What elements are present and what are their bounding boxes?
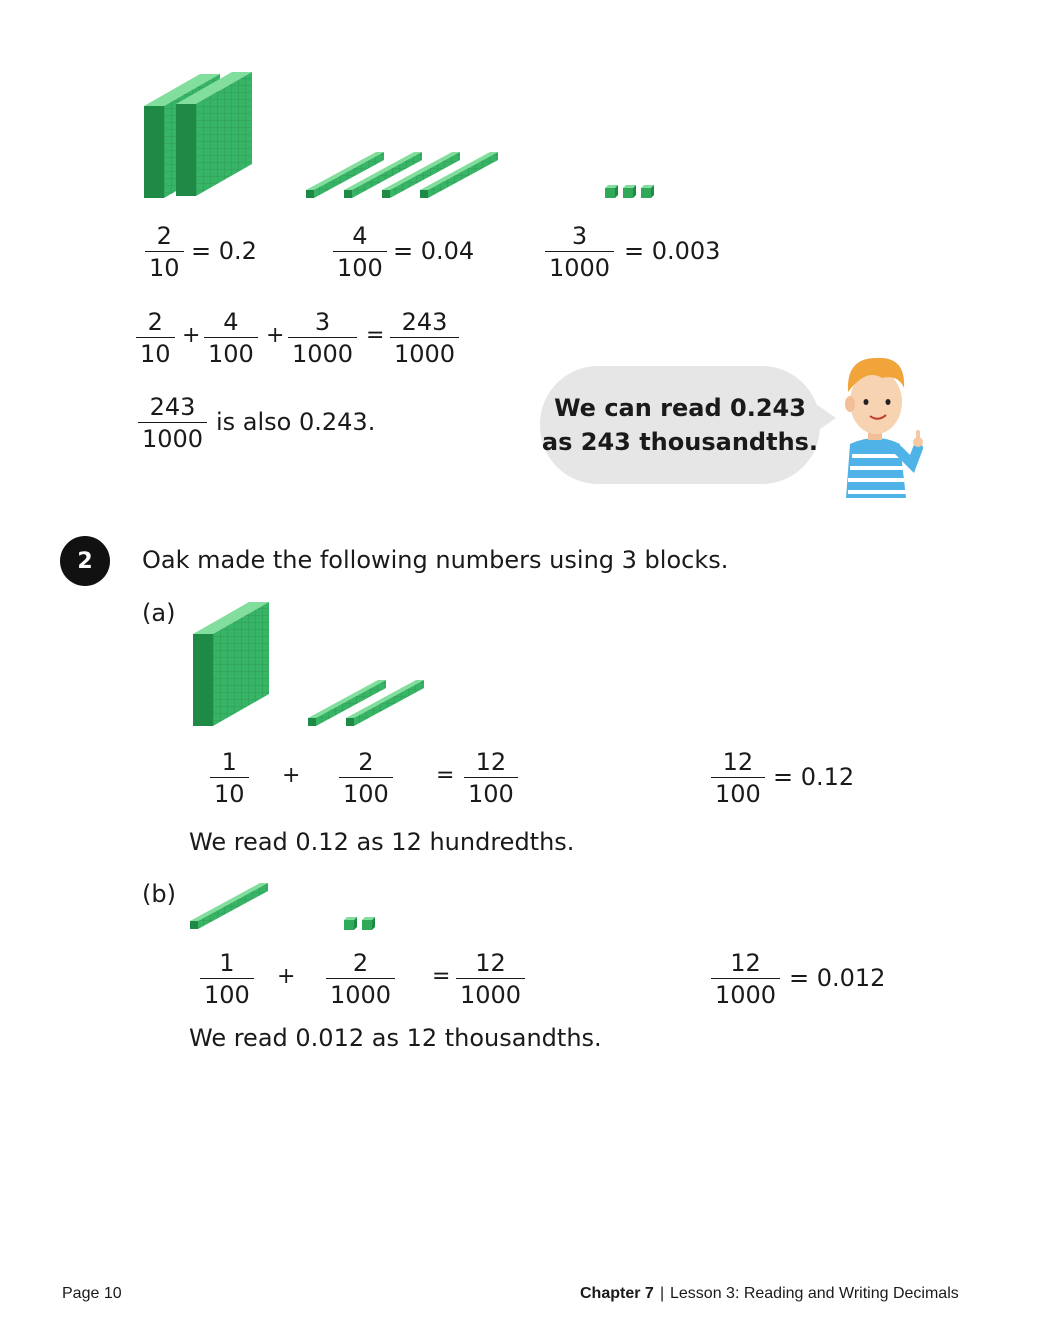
numerator: 2 (147, 308, 163, 336)
part-a-flat-illustration (191, 600, 273, 728)
part-a-decimal-fraction (711, 748, 765, 808)
speech-line-1: We can read 0.243 (554, 394, 806, 422)
boy-character-illustration (836, 352, 926, 498)
denominator: 1000 (715, 981, 777, 1009)
denominator: 1000 (460, 981, 522, 1009)
denominator: 100 (337, 254, 383, 282)
numerator: 1 (219, 949, 235, 977)
numerator: 1 (221, 748, 237, 776)
plus-sign: + (277, 964, 296, 989)
plus-sign: + (266, 323, 285, 348)
unit-cubes-illustration (604, 183, 664, 201)
numerator: 12 (475, 949, 506, 977)
part-a-term-1 (210, 748, 249, 808)
footer-separator: | (660, 1285, 665, 1302)
equals-decimal: = 0.003 (624, 237, 721, 265)
denominator: 100 (204, 981, 250, 1009)
chapter-label: Chapter 7 (580, 1285, 654, 1302)
part-b-term-1 (200, 949, 254, 1009)
denominator: 1000 (292, 340, 354, 368)
numerator: 12 (475, 748, 507, 776)
numerator: 2 (352, 949, 369, 977)
numerator: 12 (730, 949, 761, 977)
denominator: 1000 (549, 254, 611, 282)
numerator: 3 (571, 222, 588, 250)
denominator: 10 (140, 340, 171, 368)
equals-sign: = (436, 763, 455, 788)
denominator: 1000 (142, 425, 204, 453)
part-a-label: (a) (142, 599, 176, 627)
speech-bubble (540, 366, 820, 484)
denominator: 100 (715, 780, 761, 808)
part-a-rods-illustration (306, 676, 428, 726)
denominator: 10 (149, 254, 180, 282)
sum-result (390, 308, 459, 368)
plus-sign: + (182, 323, 201, 348)
question-number-badge: 2 (60, 536, 110, 586)
numerator: 2 (156, 222, 172, 250)
equals-decimal: = 0.2 (191, 237, 257, 265)
part-a-read-text: We read 0.12 as 12 hundredths. (189, 828, 575, 856)
denominator: 10 (214, 780, 245, 808)
numerator: 3 (314, 308, 331, 336)
page-number: Page 10 (62, 1285, 122, 1302)
sum-term-1 (136, 308, 175, 368)
numerator: 2 (358, 748, 374, 776)
part-b-decimal-fraction (711, 949, 780, 1009)
equals-decimal: = 0.04 (393, 237, 475, 265)
part-b-term-2 (326, 949, 395, 1009)
equals-sign: = (432, 964, 451, 989)
speech-line-2: as 243 thousandths. (541, 428, 819, 456)
fraction-two-tenths (145, 222, 184, 282)
also-decimal-text: is also 0.243. (216, 408, 376, 436)
lesson-title: Lesson 3: Reading and Writing Decimals (670, 1285, 959, 1302)
part-a-decimal: = 0.12 (773, 763, 855, 791)
fraction-four-hundredths (333, 222, 387, 282)
numerator: 243 (149, 393, 196, 421)
denominator: 100 (468, 780, 514, 808)
part-b-label: (b) (142, 880, 176, 908)
part-b-read-text: We read 0.012 as 12 thousandths. (189, 1024, 602, 1052)
part-b-cubes-illustration (343, 915, 383, 933)
numerator: 4 (223, 308, 239, 336)
part-b-decimal: = 0.012 (789, 964, 886, 992)
sum-term-3 (288, 308, 357, 368)
plus-sign: + (282, 763, 301, 788)
numerator: 4 (352, 222, 368, 250)
sum-term-2 (204, 308, 258, 368)
tenths-rods-illustration (304, 150, 504, 200)
part-b-result (456, 949, 525, 1009)
fraction-243-thousandths (138, 393, 207, 453)
hundredths-flats-illustration (144, 72, 264, 200)
numerator: 12 (722, 748, 754, 776)
part-b-rod-illustration (188, 880, 272, 932)
denominator: 100 (208, 340, 254, 368)
numerator: 243 (401, 308, 448, 336)
fraction-three-thousandths (545, 222, 614, 282)
denominator: 100 (343, 780, 389, 808)
part-a-result (464, 748, 518, 808)
question-text: Oak made the following numbers using 3 blocks. (142, 546, 729, 574)
equals-sign: = (366, 323, 385, 348)
part-a-term-2 (339, 748, 393, 808)
denominator: 1000 (330, 981, 392, 1009)
denominator: 1000 (394, 340, 456, 368)
